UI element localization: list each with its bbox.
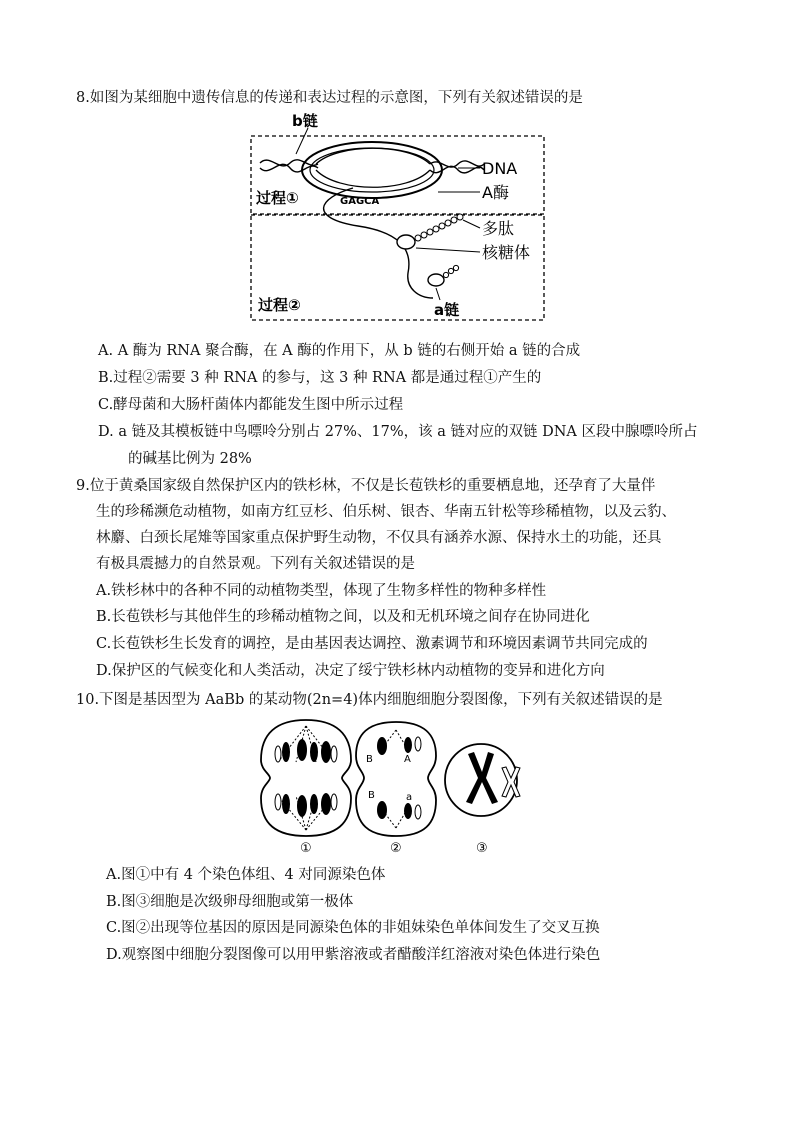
q10-option-a[interactable]: A.图①中有 4 个染色体组、4 对同源染色体 <box>106 867 386 883</box>
a-chain-label: a链 <box>434 301 460 319</box>
q8-option-a[interactable]: A. A 酶为 RNA 聚合酶，在 A 酶的作用下，从 b 链的右侧开始 a 链的合成 <box>98 343 581 359</box>
ribosome-1 <box>397 235 415 249</box>
q10-cell-division-figure <box>256 712 546 854</box>
enzyme-a-shape <box>302 142 442 198</box>
q10-option-b[interactable]: B.图③细胞是次级卵母细胞或第一极体 <box>106 894 354 910</box>
cell-2-gene-b-lower: B <box>368 790 375 801</box>
q9-stem-line-4: 有极具震撼力的自然景观。下列有关叙述错误的是 <box>96 556 415 572</box>
q9-stem-line-1: 9.位于黄桑国家级自然保护区内的铁杉林，不仅是长苞铁杉的重要栖息地，还孕育了大量伴 <box>76 478 656 494</box>
q9-stem-line-3: 林麝、白颈长尾雉等国家重点保护野生动物，不仅具有涵养水源、保持水土的功能，还具 <box>96 530 662 546</box>
q9-stem-line-2: 生的珍稀濒危动植物，如南方红豆杉、伯乐树、银杏、华南五针松等珍稀植物，以及云豹、 <box>96 504 676 520</box>
q8-option-d-continued: 的碱基比例为 28% <box>128 451 252 467</box>
cell-2-gene-a-upper: A <box>404 754 411 765</box>
q8-option-d[interactable]: D. a 链及其模板链中鸟嘌呤分别占 27%、17%，该 a 链对应的双链 DNA 区段中腺嘌呤所占 <box>98 424 698 440</box>
ribosome-label: 核糖体 <box>482 243 531 262</box>
cell-2-outline <box>356 722 436 836</box>
sequence-label: GAGCA <box>340 196 380 207</box>
polypeptide-chain <box>415 214 463 241</box>
peptide-label: 多肽 <box>482 219 515 238</box>
q9-option-b[interactable]: B.长苞铁杉与其他伴生的珍稀动植物之间，以及和无机环境之间存在协同进化 <box>96 609 590 625</box>
process2-label: 过程② <box>258 296 301 314</box>
cell-1-outline <box>261 720 351 836</box>
q10-stem: 10.下图是基因型为 AaBb 的某动物(2n=4)体内细胞细胞分裂图像，下列有关叙述错误的是 <box>76 692 663 708</box>
q8-stem: 8.如图为某细胞中遗传信息的传递和表达过程的示意图，下列有关叙述错误的是 <box>76 90 583 106</box>
b-chain-label: b链 <box>292 112 318 130</box>
cell-2-gene-a-lower: a <box>406 792 413 803</box>
q10-option-c[interactable]: C.图②出现等位基因的原因是同源染色体的非姐妹染色单体间发生了交叉互换 <box>106 920 600 936</box>
enzyme-label: A酶 <box>482 183 509 202</box>
cell-3-label: ③ <box>476 841 488 854</box>
q9-option-d[interactable]: D.保护区的气候变化和人类活动，决定了绥宁铁杉林内动植物的变异和进化方向 <box>96 663 605 679</box>
cell-2-gene-b-upper: B <box>366 754 373 765</box>
q8-option-b[interactable]: B.过程②需要 3 种 RNA 的参与，这 3 种 RNA 都是通过程①产生的 <box>98 370 542 386</box>
q10-option-d[interactable]: D.观察图中细胞分裂图像可以用甲紫溶液或者醋酸洋红溶液对染色体进行染色 <box>106 947 601 963</box>
q9-option-c[interactable]: C.长苞铁杉生长发育的调控，是由基因表达调控、激素调节和环境因素调节共同完成的 <box>96 636 648 652</box>
cell-2-label: ② <box>390 841 402 854</box>
cell-1-label: ① <box>300 841 312 854</box>
q9-option-a[interactable]: A.铁杉林中的各种不同的动植物类型，体现了生物多样性的物种多样性 <box>96 583 547 599</box>
dna-label: DNA <box>482 159 518 178</box>
ribosome-2 <box>428 274 444 286</box>
process1-label: 过程① <box>256 189 299 207</box>
q8-option-c[interactable]: C.酵母菌和大肠杆菌体内都能发生图中所示过程 <box>98 397 404 413</box>
q8-transcription-translation-figure <box>248 108 548 326</box>
